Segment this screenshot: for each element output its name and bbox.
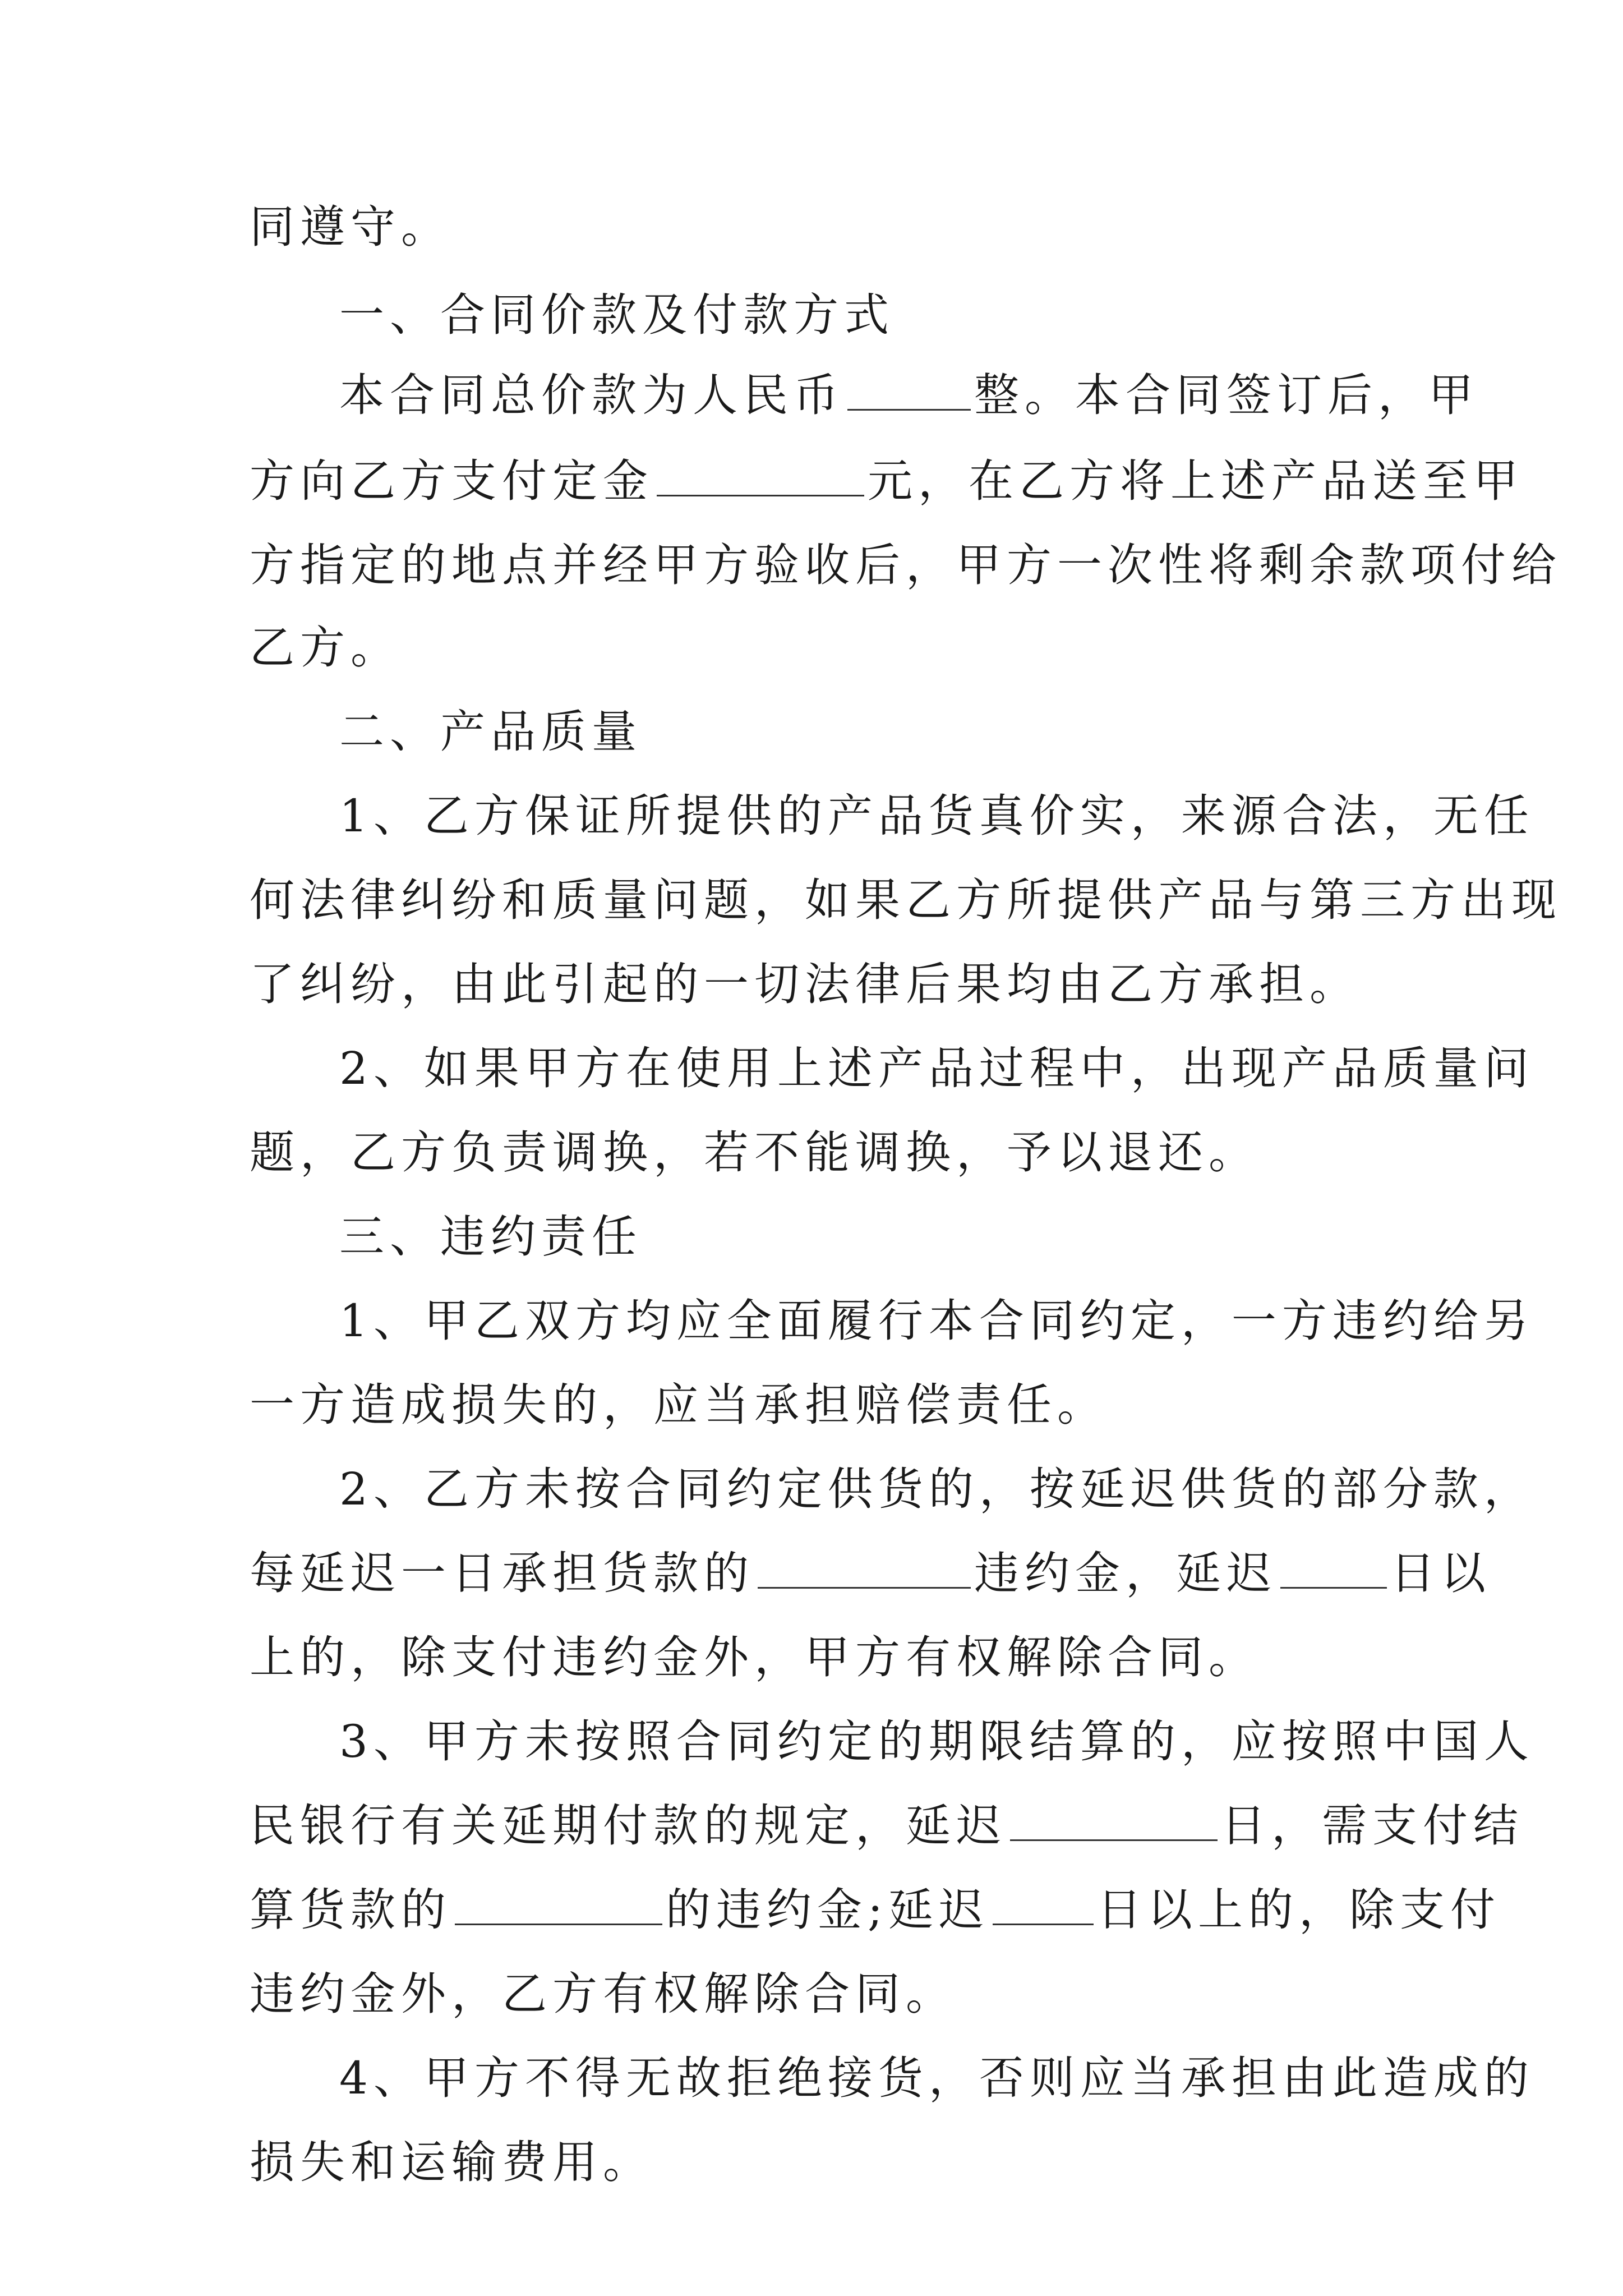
- text: 日，需支付结: [1221, 1800, 1524, 1852]
- text-line: [250, 1798, 1524, 1854]
- section-heading-3: [339, 1209, 1394, 1265]
- text-line: [250, 620, 1394, 676]
- fill-in-blank[interactable]: [1280, 1548, 1387, 1589]
- text: 2、乙方未按合同约定供货的，按延迟供货的部分款，: [339, 1463, 1534, 1515]
- text: 3、甲方未按照合同约定的期限结算的，应按照中国人: [339, 1715, 1534, 1768]
- text-line: [250, 1377, 1394, 1433]
- text: 日以上的，除支付: [1096, 1884, 1501, 1936]
- text: 日以: [1390, 1547, 1491, 1599]
- text: 乙方。: [250, 622, 401, 674]
- text: 何法律纠纷和质量问题，如果乙方所提供产品与第三方出现: [250, 874, 1562, 926]
- section-heading-2: [339, 704, 1394, 760]
- text-line: [339, 1041, 1534, 1097]
- text: 每延迟一日承担货款的: [250, 1547, 754, 1599]
- text-line: [339, 788, 1534, 844]
- text-line: [339, 1293, 1534, 1349]
- fill-in-blank[interactable]: [758, 1548, 971, 1589]
- text: 1、甲乙双方均应全面履行本合同约定，一方违约给另: [339, 1295, 1534, 1347]
- heading-text: 一、合同价款及付款方式: [339, 289, 895, 341]
- text: 上的，除支付违约金外，甲方有权解除合同。: [250, 1631, 1259, 1683]
- text: 方向乙方支付定金: [250, 455, 653, 507]
- text-line: [250, 1966, 1394, 2022]
- text-line: [339, 1714, 1534, 1770]
- text: 整。本合同签订后，甲: [974, 369, 1479, 421]
- text: 元，在乙方将上述产品送至甲: [868, 455, 1524, 507]
- text-line: [250, 537, 1562, 593]
- fill-in-blank[interactable]: [847, 370, 971, 411]
- text-line: [250, 1630, 1394, 1686]
- text: 1、乙方保证所提供的产品货真价实，来源合法，无任: [339, 790, 1534, 842]
- text-line: [250, 199, 1394, 255]
- fill-in-blank[interactable]: [993, 1884, 1094, 1925]
- section-heading-1: [339, 287, 1394, 343]
- text-line: [250, 453, 1524, 509]
- text: 方指定的地点并经甲方验收后，甲方一次性将剩余款项付给: [250, 539, 1562, 591]
- text-line: [250, 2134, 1394, 2191]
- text-line: [250, 1545, 1491, 1602]
- text: 一方造成损失的，应当承担赔偿责任。: [250, 1379, 1108, 1431]
- text: 违约金外，乙方有权解除合同。: [250, 1968, 956, 2020]
- heading-text: 二、产品质量: [339, 706, 642, 758]
- text: 本合同总价款为人民币: [339, 369, 844, 421]
- text: 4、甲方不得无故拒绝接货，否则应当承担由此造成的: [339, 2052, 1534, 2104]
- text-line: [339, 2050, 1534, 2106]
- text-line: [250, 1882, 1501, 1938]
- text-line: [339, 367, 1479, 424]
- fill-in-blank[interactable]: [455, 1884, 662, 1925]
- text: 违约金，延迟: [974, 1547, 1277, 1599]
- text: 同遵守。: [250, 201, 451, 253]
- text: 题，乙方负责调换，若不能调换，予以退还。: [250, 1126, 1259, 1179]
- text: 损失和运输费用。: [250, 2136, 653, 2188]
- text: 2、如果甲方在使用上述产品过程中，出现产品质量问: [339, 1042, 1534, 1094]
- text-line: [250, 956, 1394, 1013]
- text-line: [250, 1125, 1394, 1181]
- text-line: [250, 872, 1562, 928]
- heading-text: 三、违约责任: [339, 1211, 642, 1263]
- text: 算货款的: [250, 1884, 451, 1936]
- fill-in-blank[interactable]: [1010, 1800, 1218, 1841]
- text-line: [339, 1461, 1534, 1517]
- fill-in-blank[interactable]: [657, 455, 864, 496]
- text: 民银行有关延期付款的规定，延迟: [250, 1800, 1007, 1852]
- text: 的违约金;延迟: [666, 1884, 989, 1936]
- text: 了纠纷，由此引起的一切法律后果均由乙方承担。: [250, 958, 1360, 1010]
